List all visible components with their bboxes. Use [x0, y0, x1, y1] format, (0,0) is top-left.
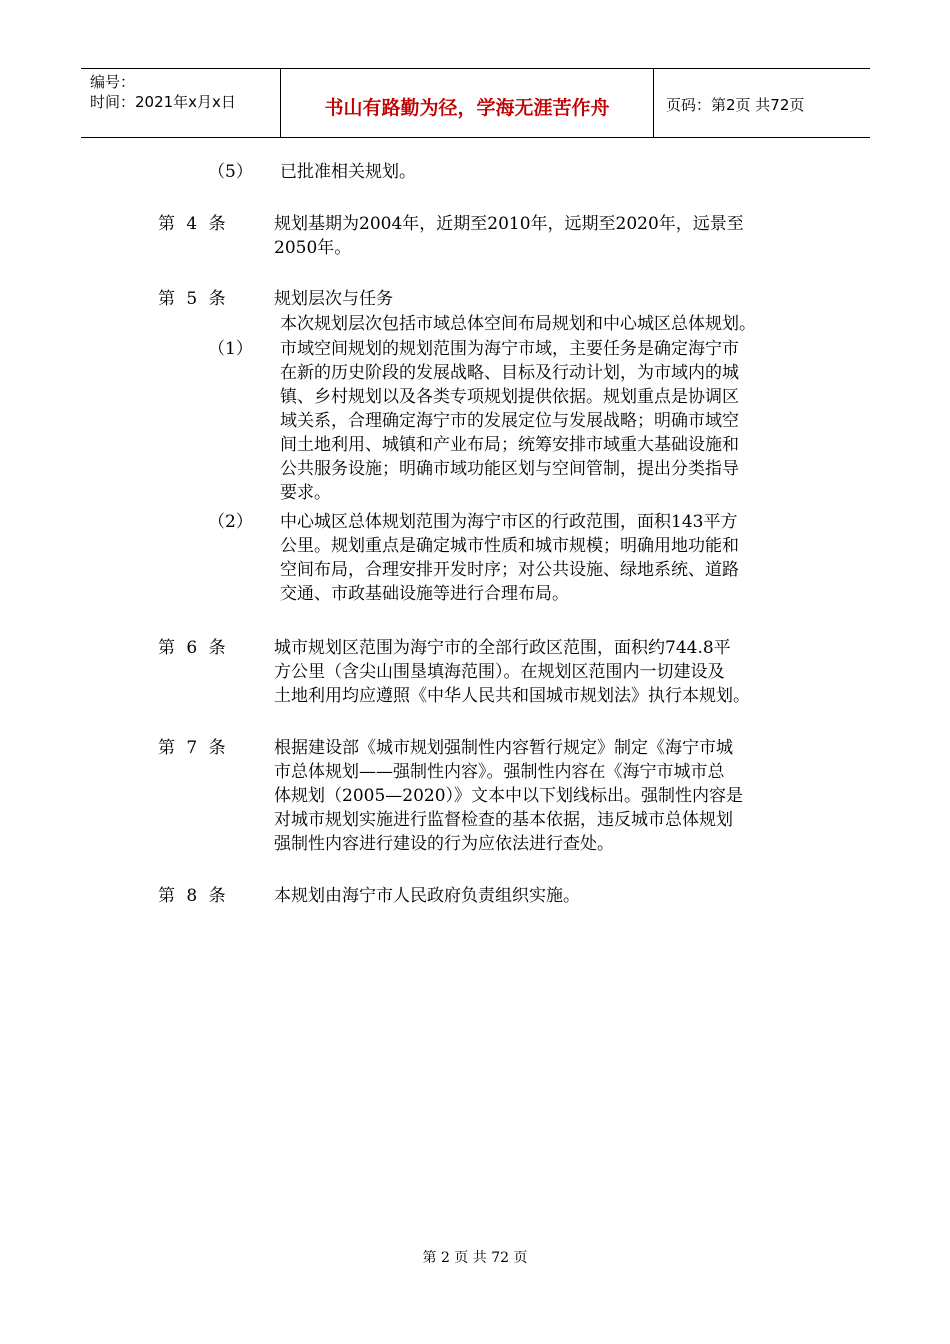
item-1-line: 域关系，合理确定海宁市的发展定位与发展战略；明确市域空: [280, 411, 739, 431]
item-5-number: （5）: [208, 162, 253, 182]
article-8-text: 本规划由海宁市人民政府负责组织实施。: [274, 886, 580, 906]
header-page-cell: [654, 69, 870, 137]
article-5-title: 规划层次与任务: [274, 289, 393, 309]
item-1-line: 间土地利用、城镇和产业布局；统筹安排市域重大基础设施和: [280, 435, 739, 455]
page-header: [81, 68, 870, 138]
article-4-label: 第 4 条: [158, 214, 229, 234]
article-6-text: [274, 636, 809, 708]
page-footer: 第 2 页 共 72 页: [422, 1250, 528, 1266]
item-1-line: 公共服务设施；明确市域功能区划与空间管制，提出分类指导: [280, 459, 739, 479]
article-7-line: 市总体规划——强制性内容》。强制性内容在《海宁市城市总: [274, 762, 725, 782]
article-4-line: 2050年。: [274, 238, 352, 258]
serial-label: 编号：: [90, 73, 136, 91]
article-5-label: 第 5 条: [158, 289, 229, 309]
article-5-intro: 本次规划层次包括市域总体空间布局规划和中心城区总体规划。: [280, 314, 756, 334]
article-6-line: 土地利用均应遵照《中华人民共和国城市规划法》执行本规划。: [274, 686, 750, 706]
item-2-number: （2）: [208, 512, 253, 532]
article-7-text: [274, 736, 809, 856]
item-1-line: 市域空间规划的规划范围为海宁市域，主要任务是确定海宁市: [280, 339, 739, 359]
page-info: 页码：第2页 共72页: [666, 96, 805, 114]
article-6-label: 第 6 条: [158, 638, 229, 658]
item-2-line: 中心城区总体规划范围为海宁市区的行政范围，面积143平方: [280, 512, 738, 532]
header-motto-cell: [281, 69, 654, 137]
time-label: 时间：2021年x月x日: [90, 93, 236, 111]
article-4-text: [274, 212, 809, 260]
item-5-text: 已批准相关规划。: [280, 162, 416, 182]
article-7-line: 体规划（2005—2020）》文本中以下划线标出。强制性内容是: [274, 786, 744, 806]
article-6-line: 方公里（含尖山围垦填海范围）。在规划区范围内一切建设及: [274, 662, 725, 682]
item-1-line: 镇、乡村规划以及各类专项规划提供依据。规划重点是协调区: [280, 387, 739, 407]
item-1-text: [280, 337, 815, 505]
article-7-label: 第 7 条: [158, 738, 229, 758]
article-8-label: 第 8 条: [158, 886, 229, 906]
item-2-line: 公里。规划重点是确定城市性质和城市规模；明确用地功能和: [280, 536, 739, 556]
article-7-line: 强制性内容进行建设的行为应依法进行查处。: [274, 834, 614, 854]
item-1-line: 在新的历史阶段的发展战略、目标及行动计划，为市域内的城: [280, 363, 739, 383]
article-7-line: 对城市规划实施进行监督检查的基本依据，违反城市总体规划: [274, 810, 733, 830]
item-2-text: [280, 510, 815, 606]
motto: 书山有路勤为径，学海无涯苦作舟: [324, 97, 610, 119]
article-7-line: 根据建设部《城市规划强制性内容暂行规定》制定《海宁市城: [274, 738, 733, 758]
item-2-line: 交通、市政基础设施等进行合理布局。: [280, 584, 569, 604]
item-1-line: 要求。: [280, 483, 331, 503]
header-meta-cell: [81, 69, 281, 137]
article-6-line: 城市规划区范围为海宁市的全部行政区范围，面积约744.8平: [274, 638, 731, 658]
article-4-line: 规划基期为2004年，近期至2010年，远期至2020年，远景至: [274, 214, 744, 234]
item-1-number: （1）: [208, 339, 253, 359]
item-2-line: 空间布局，合理安排开发时序；对公共设施、绿地系统、道路: [280, 560, 739, 580]
